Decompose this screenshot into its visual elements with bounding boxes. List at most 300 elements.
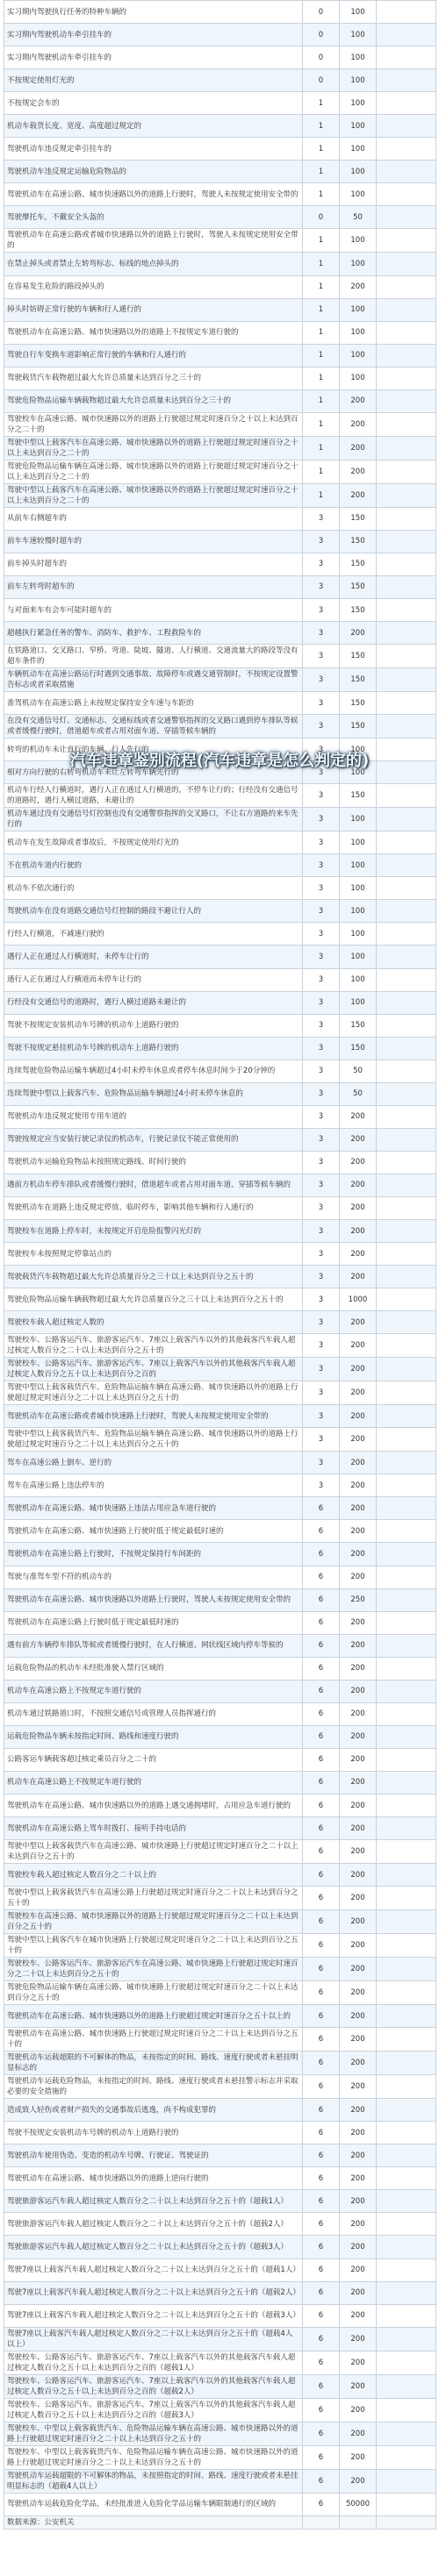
table-row — [4, 1934, 436, 1958]
violation-description-cell: 行经没有交通信号的道路时，遇行人横过道路未避让的 — [4, 991, 303, 1014]
table-row — [4, 1910, 436, 1934]
fine-amount-cell: 200 — [340, 2190, 377, 2213]
violation-description-cell: 不在机动车道内行驶的 — [4, 854, 303, 877]
fine-amount-cell: 150 — [340, 1037, 377, 1060]
remark-cell — [377, 1128, 436, 1151]
table-row — [4, 553, 436, 575]
fine-amount-cell: 200 — [340, 2213, 377, 2236]
footer-source-cell: 数据来源：公安机关 — [4, 2515, 303, 2529]
fine-amount-cell: 200 — [340, 460, 377, 483]
penalty-points-cell: 3 — [303, 530, 340, 553]
remark-cell — [377, 436, 436, 460]
table-row — [4, 1588, 436, 1611]
table-row — [4, 1082, 436, 1105]
fine-amount-cell: 100 — [340, 46, 377, 69]
remark-cell — [377, 1, 436, 24]
violation-description-cell: 驾驶危险物品运输车辆在高速公路、城市快速路以外的道路上行驶超过规定时速百分之十以上未达到百分之二十的 — [4, 460, 303, 483]
violation-description-cell: 实习期内驾驶机动车牵引挂车的 — [4, 24, 303, 46]
violation-description-cell: 与对面来车有会车可能时超车的 — [4, 598, 303, 621]
fine-amount-cell: 150 — [340, 530, 377, 553]
remark-cell — [377, 24, 436, 46]
fine-amount-cell: 200 — [340, 2052, 377, 2075]
violation-description-cell: 驾驶校车、中型以上载客载货汽车、危险物品运输车辆在高速公路、城市快速路以外的道路上行驶超过规定时速百分之二十以上未达到百分之五十的 — [4, 2445, 303, 2469]
violation-points-table — [4, 0, 436, 2530]
table-row — [4, 2374, 436, 2398]
fine-amount-cell: 150 — [340, 575, 377, 598]
penalty-points-cell: 3 — [303, 784, 340, 808]
remark-cell — [377, 1381, 436, 1405]
penalty-points-cell: 3 — [303, 945, 340, 968]
fine-amount-cell: 200 — [340, 1334, 377, 1358]
violation-description-cell: 驾驶机动车运载超限的不可解体的物品，未按照指定的时间、路线、速度行驶或者未悬挂明显标志的（超载4人以上） — [4, 2469, 303, 2493]
table-row — [4, 275, 436, 298]
penalty-points-cell: 3 — [303, 1266, 340, 1288]
violation-description-cell: 驾驶不按规定安装机动车号牌的机动车上道路行驶的 — [4, 1014, 303, 1037]
penalty-points-cell: 6 — [303, 1840, 340, 1864]
penalty-points-cell: 1 — [303, 344, 340, 367]
remark-cell — [377, 206, 436, 229]
table-row — [4, 253, 436, 275]
penalty-points-cell: 6 — [303, 2028, 340, 2052]
violation-description-cell: 遇有前方车辆停车排队等候或者缓慢行驶时，在人行横道、网状线区域内停车等候的 — [4, 1634, 303, 1657]
violation-description-cell: 超越执行紧急任务的警车、消防车、救护车、工程救险车的 — [4, 622, 303, 645]
fine-amount-cell: 200 — [340, 2028, 377, 2052]
fine-amount-cell: 200 — [340, 412, 377, 436]
penalty-points-cell: 3 — [303, 1014, 340, 1037]
violation-description-cell: 驾驶机动车违反规定使用专用车道的 — [4, 1105, 303, 1128]
violation-description-cell: 造成致人轻伤或者财产损失的交通事故后逃逸，尚不构成犯罪的 — [4, 2099, 303, 2122]
remark-cell — [377, 2236, 436, 2258]
penalty-points-cell: 3 — [303, 900, 340, 923]
fine-amount-cell: 200 — [340, 1702, 377, 1725]
table-footer-row — [4, 2515, 436, 2529]
table-row — [4, 1634, 436, 1657]
penalty-points-cell: 6 — [303, 1725, 340, 1748]
remark-cell — [377, 344, 436, 367]
table-row — [4, 2469, 436, 2493]
remark-cell — [377, 460, 436, 483]
fine-amount-cell: 200 — [340, 1748, 377, 1771]
table-row — [4, 1105, 436, 1128]
fine-amount-cell: 100 — [340, 1, 377, 24]
violation-description-cell: 驾驶机动车在道路上违反规定停放、临时停车，影响其他车辆和行人通行的 — [4, 1196, 303, 1219]
penalty-points-cell: 3 — [303, 1358, 340, 1381]
fine-amount-cell: 50 — [340, 1082, 377, 1105]
penalty-points-cell: 6 — [303, 1634, 340, 1657]
violation-description-cell: 驾驶危险物品运输车辆载物超过最大允许总质量未达到百分之三十的 — [4, 389, 303, 412]
fine-amount-cell: 200 — [340, 2236, 377, 2258]
table-row — [4, 507, 436, 530]
remark-cell — [377, 575, 436, 598]
penalty-points-cell: 1 — [303, 183, 340, 206]
violation-description-cell: 驾驶机动车在高速公路上驾车时拨打、接听手持电话的 — [4, 1817, 303, 1840]
penalty-points-cell: 3 — [303, 968, 340, 991]
violation-description-cell: 驾驶中型以上载客汽车在高速公路、城市快速路以外的道路上行驶超过规定时速百分之十以上未达到百分之二十的 — [4, 436, 303, 460]
table-row — [4, 1174, 436, 1196]
fine-amount-cell: 100 — [340, 854, 377, 877]
remark-cell — [377, 1151, 436, 1174]
fine-amount-cell: 200 — [340, 1196, 377, 1219]
penalty-points-cell: 6 — [303, 2493, 340, 2515]
remark-cell — [377, 69, 436, 92]
fine-amount-cell: 200 — [340, 1474, 377, 1497]
fine-amount-cell: 200 — [340, 436, 377, 460]
fine-amount-cell: 200 — [340, 2304, 377, 2327]
fine-amount-cell: 1000 — [340, 1288, 377, 1311]
fine-amount-cell: 100 — [340, 183, 377, 206]
remark-cell — [377, 2398, 436, 2422]
remark-cell — [377, 692, 436, 715]
penalty-points-cell: 3 — [303, 1474, 340, 1497]
table-row — [4, 1037, 436, 1060]
table-row — [4, 692, 436, 715]
violation-description-cell: 连续驾驶危险物品运输车辆超过4小时未停车休息或者停车休息时间少于20分钟的 — [4, 1060, 303, 1082]
penalty-points-cell: 0 — [303, 1, 340, 24]
penalty-points-cell: 3 — [303, 1405, 340, 1428]
remark-cell — [377, 877, 436, 900]
violation-description-cell: 机动车不依次通行的 — [4, 877, 303, 900]
fine-amount-cell: 200 — [340, 1840, 377, 1864]
fine-amount-cell: 200 — [340, 1634, 377, 1657]
penalty-points-cell: 3 — [303, 692, 340, 715]
remark-cell — [377, 598, 436, 621]
fine-amount-cell: 50 — [340, 1060, 377, 1082]
violation-description-cell: 驾驶校车在高速公路、城市快速路以外的道路上行驶超过规定时速百分之十以上未达到百分之二十的 — [4, 412, 303, 436]
remark-cell — [377, 507, 436, 530]
fine-amount-cell: 200 — [340, 1887, 377, 1910]
remark-cell — [377, 253, 436, 275]
table-row — [4, 1680, 436, 1702]
remark-cell — [377, 1405, 436, 1428]
violation-description-cell: 驾驶机动车在高速公路、城市快速路以外的道路上行驶超过规定时速百分之五十以上的 — [4, 2005, 303, 2028]
table-row — [4, 1151, 436, 1174]
violation-description-cell: 公路客运车辆载客超过核定乘员百分之二十的 — [4, 1748, 303, 1771]
violation-description-cell: 前车车速较慢时超车的 — [4, 530, 303, 553]
violation-description-cell: 在没有交通信号灯、交通标志、交通标线或者交通警察指挥的交叉路口遇到停车排队等候或者缓慢行驶时，借道超车或者占用对面车道、穿插等候车辆的 — [4, 715, 303, 739]
fine-amount-cell: 150 — [340, 715, 377, 739]
violation-description-cell: 驾驶危险物品运输车辆载物超过最大允许总质量百分之三十以上未达到百分之五十的 — [4, 1288, 303, 1311]
table-row — [4, 412, 436, 436]
remark-cell — [377, 1358, 436, 1381]
remark-cell — [377, 1840, 436, 1864]
remark-cell — [377, 945, 436, 968]
fine-amount-cell: 200 — [340, 1243, 377, 1266]
table-row — [4, 24, 436, 46]
fine-amount-cell: 200 — [340, 1864, 377, 1887]
fine-amount-cell: 200 — [340, 1566, 377, 1588]
fine-amount-cell: 200 — [340, 2144, 377, 2167]
violation-description-cell: 驾驶载货汽车载物超过最大允许总质量百分之三十以上未达到百分之五十的 — [4, 1266, 303, 1288]
fine-amount-cell: 200 — [340, 1105, 377, 1128]
footer-empty-cell — [303, 2515, 340, 2529]
penalty-points-cell: 6 — [303, 2374, 340, 2398]
violation-description-cell: 驾驶机动车在高速公路、城市快速路以外道路上行驶时，驾驶人未按规定使用安全带的 — [4, 1588, 303, 1611]
penalty-points-cell: 3 — [303, 808, 340, 831]
remark-cell — [377, 854, 436, 877]
remark-cell — [377, 1588, 436, 1611]
table-row — [4, 2213, 436, 2236]
remark-cell — [377, 1288, 436, 1311]
fine-amount-cell: 100 — [340, 298, 377, 321]
fine-amount-cell: 200 — [340, 1405, 377, 1428]
remark-cell — [377, 1196, 436, 1219]
remark-cell — [377, 483, 436, 507]
violation-description-cell: 驾驶危险物品运输车辆在高速公路、城市快速路上行驶超过规定时速百分之二十以上未达到百分之五十的 — [4, 1981, 303, 2005]
remark-cell — [377, 1981, 436, 2005]
remark-cell — [377, 138, 436, 161]
table-row — [4, 1497, 436, 1520]
table-row — [4, 1795, 436, 1817]
table-row — [4, 1405, 436, 1428]
penalty-points-cell: 3 — [303, 1037, 340, 1060]
table-row — [4, 389, 436, 412]
penalty-points-cell: 3 — [303, 668, 340, 692]
table-row — [4, 138, 436, 161]
penalty-points-cell: 3 — [303, 1334, 340, 1358]
remark-cell — [377, 183, 436, 206]
table-row — [4, 2052, 436, 2075]
violation-description-cell: 驾驶校车、中型以上载客载货汽车、危险物品运输车辆在高速公路、城市快速路以外的道路上行驶超过规定时速百分之二十以上未达到百分之五十的 — [4, 2422, 303, 2445]
remark-cell — [377, 1817, 436, 1840]
fine-amount-cell: 100 — [340, 69, 377, 92]
violation-description-cell: 驾驶校车未按照规定停靠站点的 — [4, 1243, 303, 1266]
violation-description-cell: 驾驶中型以上载客汽车在高速公路、城市快速路以外的道路上行驶超过规定时速百分之十以上未达到百分之二十的 — [4, 483, 303, 507]
violation-description-cell: 驾驶旅游客运汽车载人超过核定人数百分之二十以上未达到百分之五十的（超载2人） — [4, 2213, 303, 2236]
remark-cell — [377, 229, 436, 253]
fine-amount-cell: 200 — [340, 1452, 377, 1474]
violation-description-cell: 驾驶机动车在高速公路上行驶时低于规定最低时速的 — [4, 1611, 303, 1634]
remark-cell — [377, 1748, 436, 1771]
violation-description-cell: 不按规定使用灯光的 — [4, 69, 303, 92]
fine-amount-cell: 150 — [340, 1014, 377, 1037]
violation-description-cell: 驾驶机动车在高速公路、城市快速路以外的道路上遇交通拥堵时，占用应急车道行驶的 — [4, 1795, 303, 1817]
penalty-points-cell: 3 — [303, 553, 340, 575]
violation-description-cell: 驾驶机动车在高速公路、城市快速路以外的道路上逆向行驶的 — [4, 2167, 303, 2190]
penalty-points-cell: 6 — [303, 2052, 340, 2075]
violation-description-cell: 驾驶旅游客运汽车载人超过核定人数百分之二十以上未达到百分之五十的（超载3人） — [4, 2236, 303, 2258]
violation-description-cell: 驾驶机动车在高速公路、城市快速路以外的道路上不按规定车道行驶的 — [4, 321, 303, 344]
violation-description-cell: 准驾机动车在高速公路上未按规定保持安全车速与车距的 — [4, 692, 303, 715]
penalty-points-cell: 6 — [303, 2075, 340, 2099]
table-row — [4, 598, 436, 621]
remark-cell — [377, 1334, 436, 1358]
table-row — [4, 1060, 436, 1082]
fine-amount-cell: 200 — [340, 2469, 377, 2493]
violation-description-cell: 运载危险物品车辆未按指定时间、路线和速度行驶的 — [4, 1725, 303, 1748]
remark-cell — [377, 1311, 436, 1334]
penalty-points-cell: 3 — [303, 761, 340, 784]
penalty-points-cell: 3 — [303, 645, 340, 668]
penalty-points-cell: 3 — [303, 575, 340, 598]
remark-cell — [377, 968, 436, 991]
remark-cell — [377, 2122, 436, 2144]
penalty-points-cell: 1 — [303, 92, 340, 115]
penalty-points-cell: 1 — [303, 460, 340, 483]
violation-description-cell: 机动车在发生故障或者事故后，不按规定使用灯光的 — [4, 831, 303, 854]
fine-amount-cell: 200 — [340, 1381, 377, 1405]
fine-amount-cell: 150 — [340, 507, 377, 530]
fine-amount-cell: 200 — [340, 2422, 377, 2445]
remark-cell — [377, 1474, 436, 1497]
table-row — [4, 784, 436, 808]
table-row — [4, 1748, 436, 1771]
remark-cell — [377, 2258, 436, 2281]
penalty-points-cell: 6 — [303, 2398, 340, 2422]
remark-cell — [377, 1566, 436, 1588]
violation-description-cell: 驾驶与准驾车型不符的机动车的 — [4, 1566, 303, 1588]
remark-cell — [377, 1864, 436, 1887]
penalty-points-cell: 6 — [303, 1795, 340, 1817]
fine-amount-cell: 200 — [340, 1174, 377, 1196]
fine-amount-cell: 100 — [340, 344, 377, 367]
fine-amount-cell: 50 — [340, 206, 377, 229]
penalty-points-cell: 6 — [303, 1817, 340, 1840]
penalty-points-cell: 3 — [303, 1196, 340, 1219]
penalty-points-cell: 1 — [303, 436, 340, 460]
penalty-points-cell: 3 — [303, 877, 340, 900]
violation-description-cell: 驾驶不按规定安装机动车号牌的机动车上道路行驶的 — [4, 2122, 303, 2144]
fine-amount-cell: 200 — [340, 1611, 377, 1634]
table-row — [4, 436, 436, 460]
table-row — [4, 854, 436, 877]
remark-cell — [377, 1910, 436, 1934]
violation-description-cell: 驾驶自行车变换车道影响正常行驶的车辆和行人通行的 — [4, 344, 303, 367]
fine-amount-cell: 200 — [340, 1543, 377, 1566]
violation-description-cell: 相对方向行驶的右转弯机动车未让左转弯车辆先行的 — [4, 761, 303, 784]
table-row — [4, 367, 436, 389]
violation-description-cell: 转弯的机动车未让直行的车辆、行人先行的 — [4, 739, 303, 761]
table-row — [4, 161, 436, 183]
penalty-points-cell: 6 — [303, 2213, 340, 2236]
fine-amount-cell: 200 — [340, 1680, 377, 1702]
violation-description-cell: 驾驶7座以上载客汽车载人超过核定人数百分之二十以上未达到百分之五十的（超载3人） — [4, 2304, 303, 2327]
violation-description-cell: 掉头时妨碍正常行驶的车辆和行人通行的 — [4, 298, 303, 321]
violation-description-cell: 遇前方机动车停车排队或者缓慢行驶时，借道超车或者占用对面车道、穿插等候车辆的 — [4, 1174, 303, 1196]
footer-empty-cell — [377, 2515, 436, 2529]
table-row — [4, 1702, 436, 1725]
violation-description-cell: 驾驶机动车在高速公路或者城市快速路以外的道路上行驶时，驾驶人未按规定使用安全带的 — [4, 229, 303, 253]
penalty-points-cell: 3 — [303, 991, 340, 1014]
table-row — [4, 575, 436, 598]
remark-cell — [377, 1725, 436, 1748]
table-row — [4, 1, 436, 24]
fine-amount-cell: 50000 — [340, 2493, 377, 2515]
fine-amount-cell: 150 — [340, 668, 377, 692]
violation-description-cell: 驾驶机动车运载危险化学品，未经批准进入危险化学品运输车辆限制通行的区域的 — [4, 2493, 303, 2515]
remark-cell — [377, 298, 436, 321]
penalty-points-cell: 6 — [303, 1934, 340, 1958]
fine-amount-cell: 200 — [340, 1497, 377, 1520]
table-row — [4, 1771, 436, 1794]
penalty-points-cell: 6 — [303, 1657, 340, 1680]
penalty-points-cell: 3 — [303, 715, 340, 739]
fine-amount-cell: 100 — [340, 321, 377, 344]
remark-cell — [377, 46, 436, 69]
remark-cell — [377, 1934, 436, 1958]
penalty-points-cell: 3 — [303, 854, 340, 877]
violation-description-cell: 在容易发生危险的路段掉头的 — [4, 275, 303, 298]
table-row — [4, 1266, 436, 1288]
violation-description-cell: 驾驶校车在道路上停车时，未按规定开启危险报警闪光灯的 — [4, 1220, 303, 1243]
remark-cell — [377, 1702, 436, 1725]
violation-description-cell: 驾驶校车、公路客运汽车、旅游客运汽车、7座以上载客汽车以外的其他载客汽车载人超过核定人数百分之二十以上未达到百分之五十的 — [4, 1334, 303, 1358]
penalty-points-cell: 3 — [303, 507, 340, 530]
violation-description-cell: 车辆机动车在高速公路运行时遇到交通事故、故障停车或遇交通管制时，不按规定设置警告标志或者采取措施 — [4, 668, 303, 692]
table-row — [4, 1358, 436, 1381]
violation-description-cell: 遇行人正在通过人行横道时，未停车让行的 — [4, 945, 303, 968]
fine-amount-cell: 200 — [340, 1220, 377, 1243]
violation-description-cell: 驾驶中型以上载客载货汽车在高速公路上行驶超过规定时速百分之二十以上未达到百分之五十的 — [4, 1887, 303, 1910]
violation-description-cell: 驾驶校车、公路客运汽车、旅游客运汽车、7座以上载客汽车以外的其他载客汽车载人超过核定人数百分之五十以上未达到百分之百的（超载3人） — [4, 2398, 303, 2422]
violation-description-cell: 驾驶机动车在没有道路交通信号灯控制的路段不避让行人的 — [4, 900, 303, 923]
table-row — [4, 991, 436, 1014]
violation-description-cell: 驾驶机动车在高速公路、城市快速路上违法占用应急车道行驶的 — [4, 1497, 303, 1520]
penalty-points-cell: 0 — [303, 46, 340, 69]
table-row — [4, 1543, 436, 1566]
table-row — [4, 945, 436, 968]
violation-description-cell: 连续驾驶中型以上载客汽车、危险物品运输车辆超过4小时未停车休息的 — [4, 1082, 303, 1105]
fine-amount-cell: 100 — [340, 92, 377, 115]
table-row — [4, 1452, 436, 1474]
fine-amount-cell: 200 — [340, 1128, 377, 1151]
violation-description-cell: 驾驶7座以上载客汽车载人超过核定人数百分之二十以上未达到百分之五十的（超载2人） — [4, 2281, 303, 2304]
fine-amount-cell: 100 — [340, 877, 377, 900]
table-row — [4, 923, 436, 945]
penalty-points-cell: 6 — [303, 2281, 340, 2304]
violation-description-cell: 驾驶机动车违反规定牵引挂车的 — [4, 138, 303, 161]
table-row — [4, 1817, 436, 1840]
table-row — [4, 1128, 436, 1151]
violation-description-cell: 前车掉头时超车的 — [4, 553, 303, 575]
remark-cell — [377, 1060, 436, 1082]
violation-description-cell: 驾驶机动车在高速公路、城市快速路上行驶时低于规定最低时速的 — [4, 1520, 303, 1543]
violation-description-cell: 在禁止掉头或者禁止左转弯标志、标线的地点掉头的 — [4, 253, 303, 275]
fine-amount-cell: 100 — [340, 761, 377, 784]
table-row — [4, 831, 436, 854]
penalty-points-cell: 3 — [303, 1060, 340, 1082]
penalty-points-cell: 6 — [303, 1887, 340, 1910]
violation-description-cell: 从前车右侧超车的 — [4, 507, 303, 530]
penalty-points-cell: 3 — [303, 1151, 340, 1174]
violation-description-cell: 驾驶机动车违反规定运输危险物品的 — [4, 161, 303, 183]
violation-description-cell: 驾驶中型以上载客载货汽车在高速公路、城市快速路上行驶超过规定时速百分之二十以上未达到百分之五十的 — [4, 1840, 303, 1864]
fine-amount-cell: 200 — [340, 2167, 377, 2190]
penalty-points-cell: 3 — [303, 1105, 340, 1128]
fine-amount-cell: 200 — [340, 2099, 377, 2122]
violation-description-cell: 驾驶校车、公路客运汽车、旅游客运汽车、7座以上载客汽车以外的其他载客汽车载人超过核定人数百分之五十以上未达到百分之百的 — [4, 1358, 303, 1381]
remark-cell — [377, 1520, 436, 1543]
table-row — [4, 2422, 436, 2445]
penalty-points-cell: 6 — [303, 1771, 340, 1794]
remark-cell — [377, 2374, 436, 2398]
fine-amount-cell: 150 — [340, 784, 377, 808]
table-row — [4, 2005, 436, 2028]
table-row — [4, 668, 436, 692]
remark-cell — [377, 161, 436, 183]
violation-description-cell: 驾驶校车载人超过核定人数百分之二十以上的 — [4, 1864, 303, 1887]
fine-amount-cell: 200 — [340, 1520, 377, 1543]
remark-cell — [377, 2144, 436, 2167]
violation-table-sheet — [4, 0, 435, 2530]
fine-amount-cell: 200 — [340, 1795, 377, 1817]
table-row — [4, 2493, 436, 2515]
remark-cell — [377, 2445, 436, 2469]
table-row — [4, 69, 436, 92]
penalty-points-cell: 1 — [303, 389, 340, 412]
remark-cell — [377, 1657, 436, 1680]
violation-description-cell: 驾驶机动车使用伪造、变造的机动车号牌、行驶证、驾驶证的 — [4, 2144, 303, 2167]
fine-amount-cell: 200 — [340, 1958, 377, 1981]
